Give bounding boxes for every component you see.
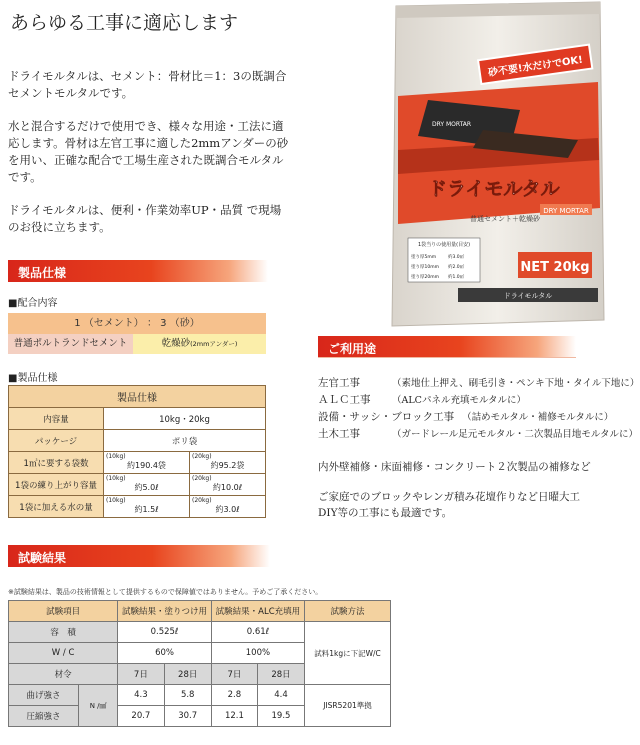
test-value: 30.7	[164, 706, 211, 727]
bag-usage-label: 塗り厚20mm	[411, 275, 439, 280]
test-label: W / C	[9, 643, 118, 664]
test-label: 圧縮強さ	[9, 706, 79, 727]
bag-net-weight: NET 20kg	[520, 260, 590, 275]
spec-value: 約3.0ℓ	[215, 505, 240, 514]
test-value: 5.8	[164, 685, 211, 706]
spec-label: 1袋に加える水の量	[9, 496, 104, 518]
mix-cement: 普通ポルトランドセメント	[8, 334, 133, 354]
intro-paragraph: ドライモルタルは、便利・作業効率UP・品質 で現場 のお役に立ちます。	[8, 203, 282, 234]
mix-sand-note: (2mmアンダー)	[190, 340, 238, 348]
bag-usage-title: 1袋当りの使用量(目安)	[417, 242, 471, 248]
test-label: 容 積	[9, 622, 118, 643]
bag-usage-value: 約3.0㎡	[448, 255, 465, 260]
list-item	[318, 409, 640, 426]
spec-caption: (20kg)	[191, 453, 212, 460]
test-age: 7日	[211, 664, 257, 685]
test-method: 試料1kgに下記W/C	[305, 622, 391, 685]
test-value: 0.525ℓ	[118, 622, 212, 643]
bag-tag-text: 砂不要!水だけでOK!	[487, 54, 584, 79]
usage-desc: （ALCパネル充填モルタルに）	[392, 395, 527, 406]
mix-ratio: 1 （セメント） ： 3 （砂）	[8, 313, 266, 334]
test-header: 試験方法	[305, 601, 391, 622]
table-row	[9, 474, 266, 496]
bag-usage-label: 塗り厚5mm	[411, 255, 437, 260]
list-item	[318, 426, 640, 443]
usage-desc: （ガードレール足元モルタル・二次製品目地モルタルに）	[392, 429, 639, 440]
spec-value: 約10.0ℓ	[212, 483, 243, 492]
test-value: 2.8	[211, 685, 257, 706]
spec-label: 1袋の練り上がり容量	[9, 474, 104, 496]
bag-brand: ドライモルタル	[503, 292, 553, 300]
table-row	[9, 685, 391, 706]
usage-list	[318, 375, 640, 521]
usage-key: 土木工事	[318, 428, 360, 440]
list-item	[318, 375, 640, 392]
bag-product-name: ドライモルタル	[428, 178, 560, 200]
spec-value: 約95.2袋	[210, 461, 245, 470]
usage-paragraph: 内外壁補修・床面補修・コンクリート２次製品の補修など	[318, 461, 591, 473]
spec-table-title: 製品仕様	[9, 386, 266, 408]
usage-key: 設備・サッシ・ブロック工事	[318, 411, 455, 423]
intro-paragraph: ドライモルタルは、セメント：骨材比＝1：3の既調合 セメントモルタルです。	[8, 69, 287, 100]
spec-caption: (20kg)	[191, 475, 212, 482]
bag-composition: 普通セメント＋乾燥砂	[470, 215, 540, 223]
test-note: ※試験結果は、製品の技術情報として提供するもので保障値ではありません。予めご了承ください。	[8, 588, 323, 596]
spec-caption: (10kg)	[106, 497, 126, 504]
test-unit: N /㎟	[79, 685, 118, 727]
usage-paragraph: ご家庭でのブロックやレンガ積み花壇作りなど日曜大工 DIY等の工事にも最適です。	[318, 491, 581, 519]
test-value: 4.3	[118, 685, 164, 706]
test-header: 試験項目	[9, 601, 118, 622]
bag-small-label: DRY MORTAR	[432, 121, 472, 128]
test-label: 材令	[9, 664, 118, 685]
spec-caption: (10kg)	[106, 475, 126, 482]
usage-key: ＡＬＣ工事	[318, 394, 371, 406]
intro-paragraph: 水と混合するだけで使用でき、様々な用途・工法に適 応します。骨材は左官工事に適した2mmアンダーの砂 を用い、正確な配合で工場生産された既調合モルタル です。	[8, 119, 289, 184]
spec-value: 10kg・20kg	[104, 408, 266, 430]
intro-text	[8, 68, 308, 252]
test-label: 曲げ強さ	[9, 685, 79, 706]
spec-section-header: 製品仕様	[8, 260, 268, 282]
test-header: 試験結果・塗りつけ用	[118, 601, 212, 622]
spec-label: 内容量	[9, 408, 104, 430]
usage-desc: （素地仕上押え、刷毛引き・ペンキ下地・タイル下地に）	[392, 378, 640, 389]
table-row	[9, 408, 266, 430]
test-value: 12.1	[211, 706, 257, 727]
test-value: 19.5	[257, 706, 304, 727]
test-value: 100%	[211, 643, 304, 664]
list-item	[318, 392, 640, 409]
mix-sand-label: 乾燥砂	[161, 338, 191, 349]
table-row	[9, 622, 391, 643]
test-value: 20.7	[118, 706, 164, 727]
spec-table	[8, 385, 266, 518]
mix-sand	[133, 334, 266, 354]
table-row	[9, 496, 266, 518]
mix-heading: ■配合内容	[8, 298, 58, 309]
test-value: 60%	[118, 643, 212, 664]
spec-caption: (20kg)	[191, 497, 212, 504]
test-age: 7日	[118, 664, 164, 685]
test-age: 28日	[164, 664, 211, 685]
bag-usage-value: 約2.0㎡	[448, 265, 465, 270]
spec-caption: (10kg)	[106, 453, 126, 460]
spec-value: 約190.4袋	[127, 461, 166, 470]
test-header: 試験結果・ALC充填用	[211, 601, 304, 622]
product-bag-image	[388, 0, 608, 328]
spec-value: 約1.5ℓ	[134, 505, 159, 514]
bag-usage-value: 約1.0㎡	[448, 275, 465, 280]
table-row	[9, 430, 266, 452]
test-table	[8, 600, 391, 727]
test-section-header: 試験結果	[8, 545, 270, 567]
test-age: 28日	[257, 664, 304, 685]
spec-label: パッケージ	[9, 430, 104, 452]
test-value: 4.4	[257, 685, 304, 706]
bag-usage-label: 塗り厚10mm	[411, 265, 439, 270]
usage-section-header: ご利用途	[318, 336, 576, 358]
test-value: 0.61ℓ	[211, 622, 304, 643]
spec-value: 約5.0ℓ	[134, 483, 159, 492]
page-title: あらゆる工事に適応します	[10, 12, 239, 34]
table-row	[9, 452, 266, 474]
usage-desc: （詰めモルタル・補修モルタルに）	[462, 412, 614, 423]
usage-key: 左官工事	[318, 377, 360, 389]
spec-value: ポリ袋	[104, 430, 266, 452]
spec-heading: ■製品仕様	[8, 373, 58, 384]
bag-sub-name: DRY MORTAR	[543, 207, 589, 215]
test-method: JISR5201準拠	[305, 685, 391, 727]
spec-label: 1㎥に要する袋数	[9, 452, 104, 474]
